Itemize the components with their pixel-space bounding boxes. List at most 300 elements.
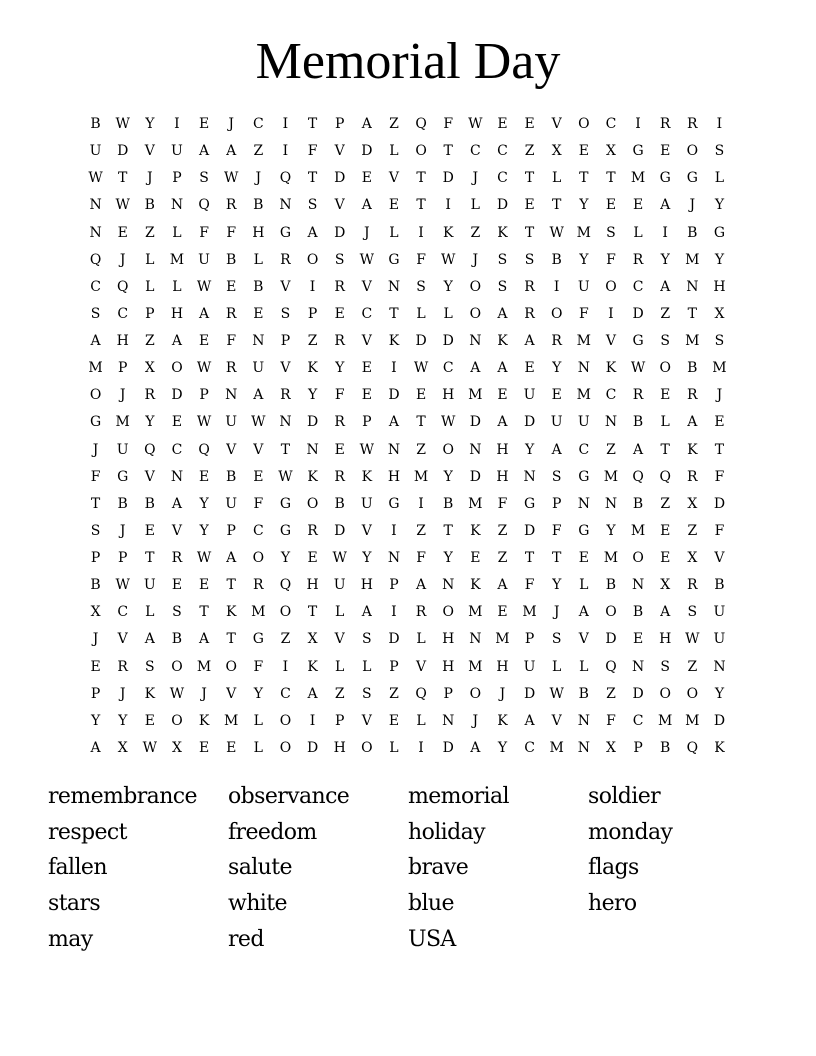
grid-cell: M [630,170,646,187]
grid-row [82,464,733,491]
grid-cell: L [145,278,155,295]
word-list-column [588,779,768,957]
grid-cell: Y [552,360,562,377]
grid-cell: A [633,441,644,458]
grid-cell: A [388,414,399,431]
grid-cell: Z [416,441,426,458]
grid-cell: Y [362,550,372,567]
grid-row [82,409,733,436]
grid-row [82,599,733,626]
grid-cell: O [279,604,292,621]
grid-cell: W [549,685,564,702]
grid-cell: A [660,197,671,214]
grid-cell: V [578,631,589,648]
grid-cell: E [714,414,725,431]
grid-cell: G [279,495,292,512]
grid-cell: N [442,577,455,594]
grid-cell: T [226,631,236,648]
grid-cell: P [524,631,535,648]
grid-row [82,355,733,382]
grid-cell: D [523,685,536,702]
grid-cell: Z [307,333,318,350]
grid-cell: V [226,441,237,458]
grid-cell: K [687,441,698,458]
grid-cell: E [388,197,400,214]
grid-cell: S [687,604,698,621]
grid-cell: T [307,116,318,133]
grid-cell: Z [606,685,616,702]
grid-cell: V [280,360,291,377]
grid-row [82,382,733,409]
grid-cell: B [632,604,644,621]
word-list-item: may [48,926,93,952]
grid-cell: N [577,495,590,512]
grid-cell: F [714,468,725,485]
grid-cell: C [632,712,644,729]
grid-cell: M [658,712,673,729]
grid-cell: G [388,495,400,512]
grid-cell: A [90,739,101,756]
grid-cell: A [361,604,372,621]
grid-cell: Y [145,116,155,133]
grid-cell: E [117,224,128,241]
grid-cell: F [199,224,209,241]
word-list-item: stars [48,891,101,917]
grid-cell: U [171,143,183,160]
word-list-item: white [228,891,287,917]
page-title: Memorial Day [255,33,561,90]
grid-cell: A [199,305,210,322]
grid-cell: R [551,333,562,350]
grid-cell: H [442,658,455,675]
grid-cell: R [334,414,345,431]
word-list-item: USA [408,926,456,952]
grid-cell: E [361,170,372,187]
grid-cell: S [334,251,345,268]
grid-cell: M [685,712,700,729]
grid-cell: N [89,224,102,241]
grid-cell: Y [660,251,670,268]
grid-cell: M [603,468,619,485]
grid-cell: F [524,577,535,594]
grid-cell: E [660,550,671,567]
grid-cell: N [252,333,265,350]
grid-row [82,545,733,572]
grid-cell: A [497,360,508,377]
grid-cell: W [359,441,374,458]
grid-cell: O [442,604,454,621]
grid-cell: M [685,251,700,268]
grid-cell: S [606,224,616,241]
grid-cell: Z [497,522,508,539]
grid-cell: A [361,116,372,133]
grid-cell: B [605,577,617,594]
grid-cell: B [144,495,155,512]
grid-cell: V [361,712,372,729]
grid-cell: L [552,170,562,187]
grid-cell: R [524,278,535,295]
grid-cell: N [442,712,455,729]
grid-cell: E [226,739,237,756]
grid-cell: C [497,143,508,160]
grid-cell: U [143,577,156,594]
grid-cell: F [253,495,264,512]
grid-cell: Q [415,685,427,702]
grid-row [82,735,733,762]
grid-cell: O [171,712,183,729]
grid-cell: M [196,658,212,675]
grid-cell: A [497,414,508,431]
grid-cell: E [497,116,508,133]
grid-cell: D [469,414,481,431]
grid-cell: N [387,550,401,567]
grid-cell: R [334,468,345,485]
grid-cell: N [225,387,238,404]
grid-cell: D [713,495,726,512]
grid-row [82,491,733,518]
grid-cell: P [551,495,562,512]
grid-cell: V [171,522,182,539]
grid-cell: C [605,116,617,133]
grid-cell: H [659,631,672,648]
grid-cell: U [360,495,373,512]
grid-cell: Y [199,495,209,512]
grid-cell: V [361,278,372,295]
grid-cell: T [579,170,589,187]
grid-cell: Q [605,658,617,675]
grid-cell: O [89,387,102,404]
grid-row [82,708,733,735]
grid-cell: Q [198,441,210,458]
grid-cell: M [468,604,483,621]
grid-cell: E [660,387,671,404]
grid-cell: H [252,224,265,241]
grid-cell: W [440,414,456,431]
grid-cell: T [606,170,616,187]
grid-cell: T [552,550,562,567]
grid-cell: T [687,305,697,322]
grid-cell: W [142,739,157,756]
grid-cell: K [497,333,508,350]
grid-cell: Q [415,116,427,133]
grid-cell: P [362,414,372,431]
grid-cell: G [89,414,102,431]
grid-cell: B [687,360,698,377]
grid-cell: D [523,522,536,539]
grid-cell: V [144,143,155,160]
grid-cell: F [253,658,264,675]
grid-cell: G [632,143,644,160]
word-list-item: remembrance [48,784,197,809]
grid-cell: L [660,414,670,431]
grid-cell: L [389,143,399,160]
grid-cell: Y [497,739,508,756]
word-list-item: red [228,926,264,952]
grid-cell: S [660,333,670,350]
grid-cell: E [415,387,427,404]
grid-cell: D [632,305,644,322]
grid-cell: F [578,305,589,322]
grid-cell: I [445,197,451,214]
grid-cell: L [579,577,589,594]
grid-cell: F [443,116,454,133]
grid-cell: A [524,712,535,729]
grid-cell: F [416,550,426,567]
grid-cell: Z [144,224,155,241]
grid-cell: O [686,685,699,702]
grid-cell: M [685,333,700,350]
grid-cell: X [90,604,101,621]
grid-cell: J [92,631,99,648]
grid-cell: I [391,360,397,377]
grid-cell: N [604,414,618,431]
word-list-item: monday [588,819,673,845]
grid-cell: W [115,197,130,214]
grid-cell: P [145,305,155,322]
grid-cell: W [440,251,456,268]
grid-cell: R [632,387,644,404]
grid-cell: E [198,116,210,133]
grid-cell: F [714,522,725,539]
grid-cell: T [524,224,535,241]
grid-cell: M [468,495,483,512]
grid-cell: O [279,739,292,756]
grid-cell: L [253,739,263,756]
word-list [48,779,768,957]
grid-row [82,654,733,681]
word-list-item: flags [588,855,639,881]
grid-cell: E [171,414,183,431]
grid-cell: U [550,414,563,431]
grid-cell: N [686,278,699,295]
grid-cell: N [469,631,482,648]
grid-cell: L [389,739,399,756]
grid-cell: F [606,712,616,729]
grid-cell: D [442,333,454,350]
grid-cell: Z [687,658,698,675]
grid-cell: P [280,333,291,350]
grid-cell: L [470,197,480,214]
grid-cell: Z [280,631,291,648]
word-list-item: salute [228,855,292,881]
grid-cell: V [334,197,345,214]
grid-cell: P [633,739,643,756]
grid-cell: L [416,631,426,648]
grid-cell: E [334,305,345,322]
grid-cell: I [282,143,289,160]
grid-cell: Y [307,387,318,404]
grid-cell: R [253,577,264,594]
grid-cell: Z [660,305,671,322]
grid-cell: W [468,116,483,133]
grid-cell: T [416,170,426,187]
grid-cell: B [687,224,698,241]
grid-cell: X [171,739,182,756]
grid-cell: K [442,224,454,241]
word-search-grid [82,111,733,762]
grid-cell: J [255,170,262,187]
word-list-item: brave [408,855,469,881]
word-list-column [408,779,588,957]
grid-cell: O [605,278,617,295]
grid-cell: R [687,468,698,485]
grid-cell: P [117,360,128,377]
grid-cell: C [442,360,454,377]
grid-cell: N [279,414,292,431]
grid-cell: L [172,278,182,295]
grid-cell: M [224,712,239,729]
grid-cell: W [196,360,212,377]
grid-cell: R [334,278,345,295]
grid-cell: R [171,550,183,567]
grid-cell: X [714,305,725,322]
grid-cell: D [605,631,617,648]
grid-cell: V [226,685,237,702]
grid-cell: T [714,441,725,458]
grid-row [82,247,733,274]
grid-cell: O [659,685,671,702]
grid-cell: Z [606,441,616,458]
grid-cell: H [360,577,373,594]
grid-cell: E [388,712,400,729]
grid-cell: Q [279,170,292,187]
grid-cell: L [335,604,345,621]
grid-cell: T [226,577,236,594]
word-list-item: blue [408,891,454,917]
grid-cell: A [199,631,210,648]
grid-cell: V [361,522,372,539]
grid-row [82,165,733,192]
grid-cell: R [117,658,128,675]
grid-cell: N [631,577,645,594]
grid-cell: T [416,414,426,431]
grid-cell: H [387,468,401,485]
grid-cell: D [496,197,509,214]
grid-cell: Q [686,739,699,756]
grid-cell: B [226,251,237,268]
grid-cell: A [253,387,264,404]
word-list-item: soldier [588,784,661,809]
grid-cell: M [576,333,591,350]
grid-cell: H [496,441,509,458]
grid-cell: I [309,278,316,295]
grid-cell: X [687,550,698,567]
grid-cell: O [415,143,427,160]
grid-cell: O [605,604,617,621]
grid-row [82,518,733,545]
grid-cell: I [418,739,424,756]
grid-cell: Z [687,522,698,539]
grid-cell: K [225,604,237,621]
grid-cell: C [524,739,535,756]
grid-cell: R [687,116,698,133]
grid-cell: R [307,522,318,539]
grid-cell: Y [280,550,291,567]
grid-cell: E [605,197,617,214]
word-list-item: respect [48,819,127,845]
grid-cell: W [359,251,374,268]
grid-cell: H [306,577,319,594]
grid-cell: O [550,305,563,322]
grid-cell: R [687,577,698,594]
grid-cell: M [522,604,537,621]
grid-cell: T [660,441,670,458]
grid-row [82,328,733,355]
grid-cell: L [253,712,263,729]
grid-cell: V [388,170,399,187]
grid-cell: D [334,224,346,241]
grid-cell: S [660,658,670,675]
grid-cell: P [90,550,101,567]
grid-cell: U [523,658,536,675]
grid-cell: O [225,658,237,675]
grid-cell: B [226,468,237,485]
grid-cell: R [687,387,698,404]
grid-cell: O [578,116,590,133]
grid-cell: T [118,170,128,187]
grid-cell: E [144,522,155,539]
grid-cell: M [468,658,483,675]
grid-cell: O [361,739,373,756]
grid-cell: H [713,278,726,295]
grid-cell: C [469,143,481,160]
word-list-item: memorial [408,784,509,809]
grid-cell: D [442,170,454,187]
grid-cell: C [497,170,508,187]
grid-cell: Y [118,712,128,729]
grid-cell: R [225,197,237,214]
grid-cell: E [198,468,210,485]
grid-cell: I [282,658,289,675]
grid-cell: O [632,550,644,567]
grid-cell: B [578,685,589,702]
grid-cell: L [416,305,426,322]
grid-cell: Y [579,251,589,268]
word-list-item: holiday [408,819,485,845]
grid-cell: J [119,685,126,702]
grid-cell: M [712,360,727,377]
grid-cell: D [713,712,726,729]
grid-cell: P [334,116,345,133]
grid-cell: P [90,685,101,702]
grid-cell: S [551,631,562,648]
grid-cell: N [387,441,401,458]
grid-cell: V [416,658,427,675]
grid-cell: L [552,658,562,675]
grid-cell: A [171,333,182,350]
grid-cell: M [468,387,483,404]
grid-cell: R [225,305,237,322]
grid-cell: R [632,251,644,268]
grid-cell: R [280,387,291,404]
grid-cell: M [251,604,266,621]
grid-cell: E [632,197,644,214]
grid-cell: M [576,224,591,241]
grid-cell: E [90,658,101,675]
grid-row [82,138,733,165]
grid-cell: E [334,441,345,458]
grid-cell: S [307,197,318,214]
grid-cell: U [89,143,102,160]
grid-cell: Y [552,577,562,594]
grid-cell: F [416,251,426,268]
grid-cell: G [279,522,292,539]
grid-cell: Z [660,495,671,512]
word-list-item: hero [588,891,637,917]
grid-cell: A [307,224,318,241]
grid-cell: R [144,387,156,404]
grid-cell: I [662,224,668,241]
